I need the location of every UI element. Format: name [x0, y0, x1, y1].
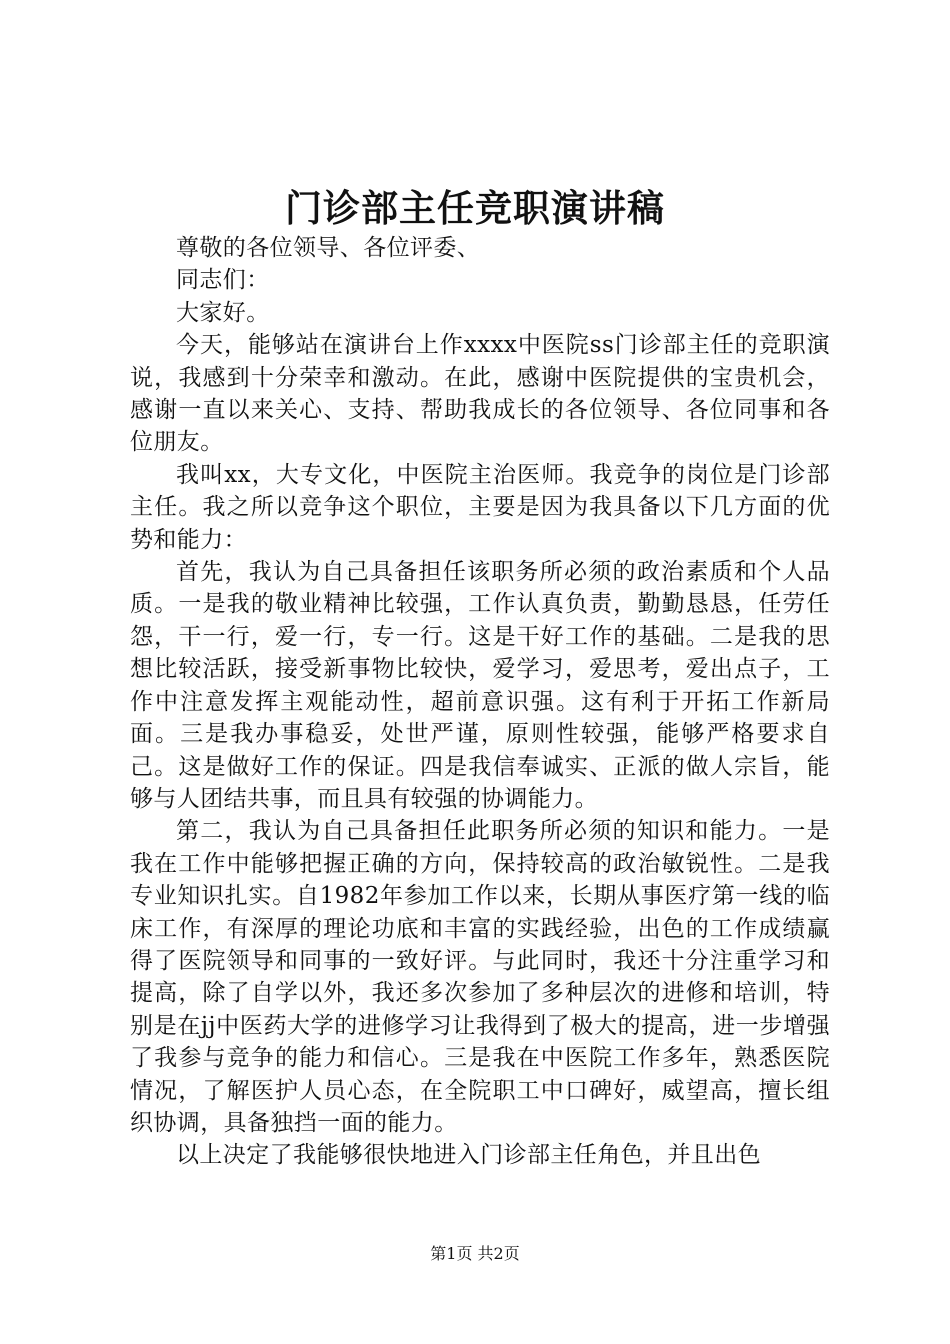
paragraph-greeting: 大家好。	[176, 299, 270, 326]
paragraph-comrades: 同志们：	[176, 267, 270, 294]
paragraph-salutation: 尊敬的各位领导、各位评委、	[176, 235, 481, 261]
paragraph-first-point: 首先，我认为自己具备担任该职务所必须的政治素质和个人品质。一是我的敬业精神比较强，工作认真负责，勤勤恳恳，任劳任怨，干一行，爱一行，专一行。这是干好工作的基础。二是我的思想比较活跃，接受新事物比较快，爱学习，爱思考，爱出点子，工作中注意发挥主观能动性，超前意识强。这有利于开拓工作新局面。三是我办事稳妥，处世严谨，原则性较强，能够严格要求自己。这是做好工作的保证。四是我信奉诚实、正派的做人宗旨，能够与人团结共事，而且具有较强的协调能力。	[130, 559, 830, 812]
paragraph-second-point: 第二，我认为自己具备担任此职务所必须的知识和能力。一是我在工作中能够把握正确的方向，保持较高的政治敏锐性。二是我专业知识扎实。自1982年参加工作以来，长期从事医疗第一线的临床工作，有深厚的理论功底和丰富的实践经验，出色的工作成绩赢得了医院领导和同事的一致好评。与此同时，我还十分注重学习和提高，除了自学以外，我还多次参加了多种层次的进修和培训，特别是在jj中医药大学的进修学习让我得到了极大的提高，进一步增强了我参与竞争的能力和信心。三是我在中医院工作多年，熟悉医院情况，了解医护人员心态，在全院职工中口碑好，威望高，擅长组织协调，具备独挡一面的能力。	[130, 818, 830, 1136]
paragraph-introduction: 我叫xx，大专文化，中医院主治医师。我竞争的岗位是门诊部主任。我之所以竞争这个职位，主要是因为我具备以下几方面的优势和能力：	[130, 461, 830, 553]
paragraph-opening: 今天，能够站在演讲台上作xxxx中医院ss门诊部主任的竞职演说，我感到十分荣幸和激动。在此，感谢中医院提供的宝贵机会，感谢一直以来关心、支持、帮助我成长的各位领导、各位同事和各位朋友。	[130, 332, 830, 456]
paragraph-conclusion: 以上决定了我能够很快地进入门诊部主任角色，并且出色	[176, 1142, 761, 1169]
document-body	[130, 232, 830, 1172]
page-footer: 第1页 共2页	[430, 1244, 520, 1263]
document-title: 门诊部主任竞职演讲稿	[285, 186, 665, 230]
